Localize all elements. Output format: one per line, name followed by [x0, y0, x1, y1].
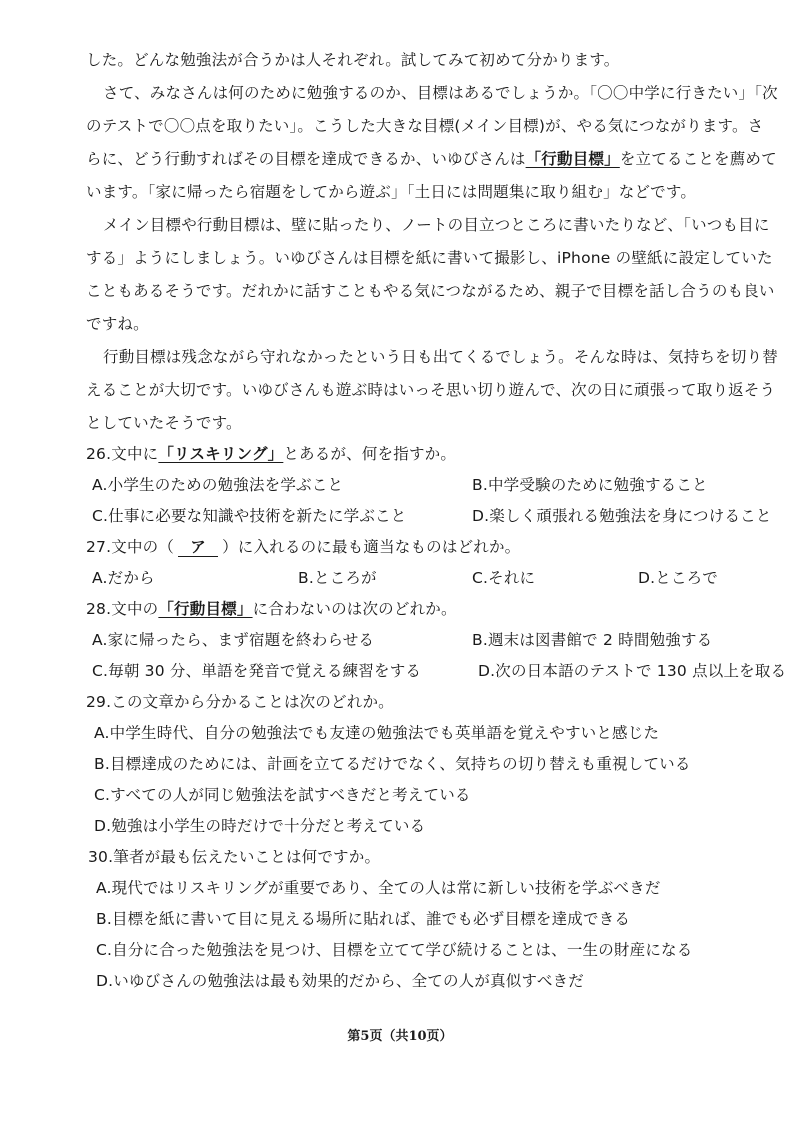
page-footer: 第5页（共10页） [347, 1029, 453, 1044]
passage-line: としていたそうです。 [86, 414, 242, 432]
option-d[interactable]: D.次の日本語のテストで 130 点以上を取る [478, 662, 787, 680]
question-text: 30.筆者が最も伝えたいことは何ですか。 [88, 848, 381, 866]
option-b[interactable]: B.目標を紙に書いて目に見える場所に貼れば、誰でも必ず目標を達成できる [96, 910, 631, 928]
question-text: 29.この文章から分かることは次のどれか。 [86, 693, 394, 711]
option-c[interactable]: C.すべての人が同じ勉強法を試すべきだと考えている [94, 786, 471, 804]
passage-line: 行動目標は残念ながら守れなかったという日も出てくるでしょう。そんな時は、気持ちを切り替 [103, 348, 778, 366]
question-text: 28.文中の [86, 600, 159, 618]
option-a[interactable]: A.中学生時代、自分の勉強法でも友達の勉強法でも英単語を覚えやすいと感じた [94, 724, 660, 742]
question-text: に合わないのは次のどれか。 [252, 600, 457, 618]
option-row [86, 501, 796, 532]
passage-text: らに、どう行動すればその目標を達成できるか、いゆびさんは [86, 150, 526, 168]
question-text: とあるが、何を指すか。 [283, 445, 457, 463]
option-b[interactable]: B.目標達成のためには、計画を立てるだけでなく、気持ちの切り替えも重視している [94, 755, 691, 773]
option-d[interactable]: D.いゆびさんの勉強法は最も効果的だから、全ての人が真似すべきだ [96, 972, 584, 990]
keyword-highlight: 「行動目標」 [525, 150, 620, 168]
option-row [86, 656, 796, 687]
passage-line: えることが大切です。いゆびさんも遊ぶ時はいっそ思い切り遊んで、次の日に頑張って取り返そう [86, 381, 776, 399]
question-26 [86, 439, 796, 470]
passage-line: さて、みなさんは何のために勉強するのか、目標はあるでしょうか。「〇〇中学に行きたい」「次 [103, 84, 778, 102]
reading-passage [86, 44, 786, 440]
question-30 [86, 842, 796, 873]
option-c[interactable]: C.自分に合った勉強法を見つけ、目標を立てて学び続けることは、一生の財産になる [96, 941, 693, 959]
passage-line: メイン目標や行動目標は、壁に貼ったり、ノートの目立つところに書いたりなど、「いつも目に [103, 216, 770, 234]
option-d[interactable]: D.勉強は小学生の時だけで十分だと考えている [94, 817, 426, 835]
passage-line: のテストで〇〇点を取りたい」。こうした大きな目標(メイン目標)が、やる気につながります。さ [86, 117, 764, 135]
passage-line: こともあるそうです。だれかに話すこともやる気につながるため、親子で目標を話し合うのも良い [86, 282, 775, 300]
option-b[interactable]: B.ところが [298, 569, 377, 587]
passage-line: います。「家に帰ったら宿題をしてから遊ぶ」「土日には問題集に取り組む」などです。 [86, 183, 697, 201]
passage-line: する」ようにしましょう。いゆびさんは目標を紙に書いて撮影し、iPhone の壁紙に設定していた [86, 249, 773, 267]
question-text: 27.文中の（ [86, 538, 175, 556]
passage-line [86, 143, 786, 176]
option-d[interactable]: D.楽しく頑張れる勉強法を身につけること [472, 507, 772, 525]
question-28 [86, 594, 796, 625]
blank-marker: ア [178, 538, 218, 557]
option-row [86, 563, 796, 594]
option-b[interactable]: B.中学受験のために勉強すること [472, 476, 708, 494]
passage-line: ですね。 [86, 315, 149, 333]
keyword-highlight: 「リスキリング」 [158, 445, 284, 463]
option-a[interactable]: A.現代ではリスキリングが重要であり、全ての人は常に新しい技術を学ぶべきだ [96, 879, 661, 897]
question-27 [86, 532, 796, 563]
option-row [86, 625, 796, 656]
option-a[interactable]: A.だから [92, 569, 155, 587]
option-d[interactable]: D.ところで [638, 569, 718, 587]
option-a[interactable]: A.小学生のための勉強法を学ぶこと [92, 476, 344, 494]
keyword-highlight: 「行動目標」 [158, 600, 253, 618]
option-row [86, 470, 796, 501]
option-b[interactable]: B.週末は図書館で 2 時間勉強する [472, 631, 713, 649]
passage-text: を立てることを薦めて [619, 150, 777, 168]
option-c[interactable]: C.毎朝 30 分、単語を発音で覚える練習をする [92, 662, 422, 680]
option-a[interactable]: A.家に帰ったら、まず宿題を終わらせる [92, 631, 375, 649]
question-29 [86, 687, 796, 718]
question-text: 26.文中に [86, 445, 159, 463]
question-block [86, 439, 796, 997]
passage-line: した。どんな勉強法が合うかは人それぞれ。試してみて初めて分かります。 [86, 51, 620, 69]
question-text: ）に入れるのに最も適当なものはどれか。 [222, 538, 521, 556]
option-c[interactable]: C.それに [472, 569, 536, 587]
option-c[interactable]: C.仕事に必要な知識や技術を新たに学ぶこと [92, 507, 407, 525]
